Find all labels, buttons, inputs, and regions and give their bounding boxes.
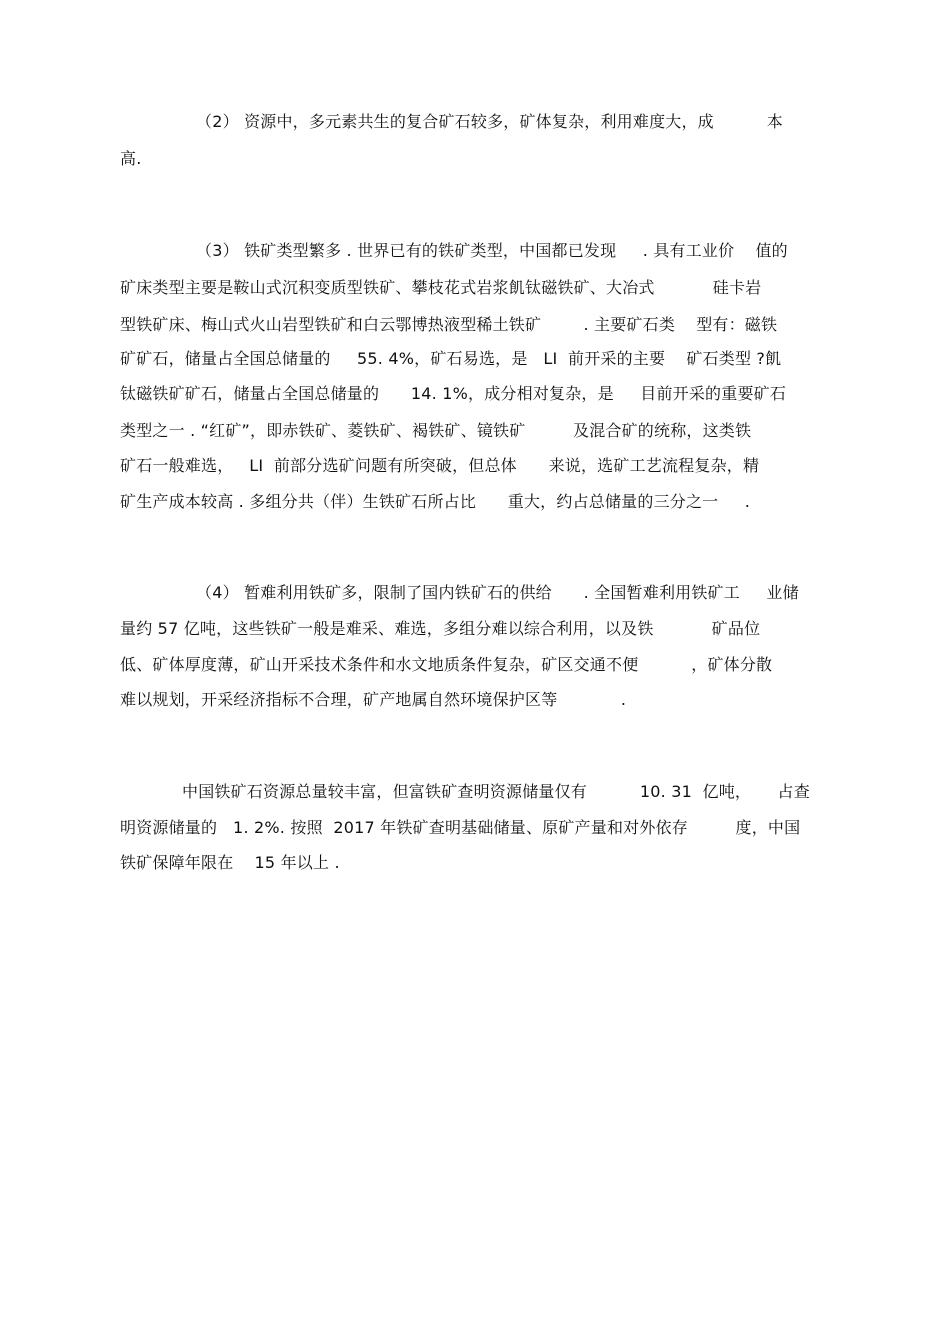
text-line: 钛磁铁矿矿石，储量占全国总储量的 14. 1%，成分相对复杂，是 目前开采的重要矿石 (120, 384, 787, 403)
text-line: 低、矿体厚度薄，矿山开采技术条件和水文地质条件复杂，矿区交通不便 ，矿体分散 (120, 655, 773, 674)
text-line: 铁矿保障年限在 15 年以上 . (120, 853, 340, 872)
text-line: 型铁矿床、梅山式火山岩型铁矿和白云鄂博热液型稀土铁矿 . 主要矿石类 型有：磁铁 (120, 315, 778, 334)
text-line: 难以规划，开采经济指标不合理，矿产地属自然环境保护区等 . (120, 690, 627, 709)
text-line: 中国铁矿石资源总量较丰富，但富铁矿查明资源储量仅有 10. 31 亿吨， 占查 (182, 782, 810, 801)
text-line: 量约 57 亿吨，这些铁矿一般是难采、难选，多组分难以综合利用，以及铁 矿品位 (120, 619, 761, 638)
text-line: （4） 暂难利用铁矿多，限制了国内铁矿石的供给 . 全国暂难利用铁矿工 业储 (196, 583, 799, 602)
text-line: （3） 铁矿类型繁多 . 世界已有的铁矿类型，中国都已发现 . 具有工业价 值的 (196, 241, 788, 260)
text-line: 类型之一 . “红矿”，即赤铁矿、菱铁矿、褐铁矿、镜铁矿 及混合矿的统称，这类铁 (120, 421, 752, 440)
text-line: 明资源储量的 1. 2%. 按照 2017 年铁矿查明基础储量、原矿产量和对外依存 度，中国 (120, 818, 801, 837)
text-line: 矿矿石，储量占全国总储量的 55. 4%，矿石易选，是 LI 前开采的主要 矿石类型 ?飢 (120, 349, 782, 368)
text-line: 高. (120, 149, 142, 168)
text-line: 矿床类型主要是鞍山式沉积变质型铁矿、攀枝花式岩浆飢钛磁铁矿、大冶式 硅卡岩 (120, 278, 762, 297)
text-line: 矿石一般难选， LI 前部分选矿问题有所突破，但总体 来说，选矿工艺流程复杂，精 (120, 456, 760, 475)
text-line: （2） 资源中，多元素共生的复合矿石较多，矿体复杂，利用难度大，成 本 (196, 112, 783, 131)
text-line: 矿生产成本较高 . 多组分共（伴）生铁矿石所占比 重大，约占总储量的三分之一 . (120, 492, 751, 511)
